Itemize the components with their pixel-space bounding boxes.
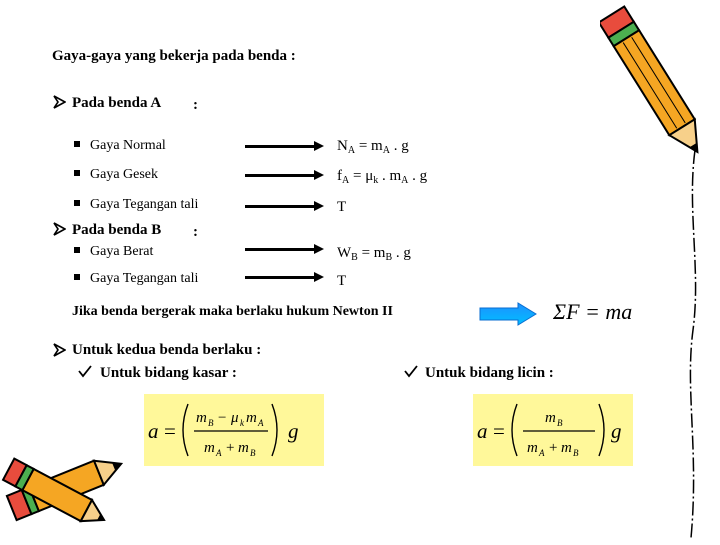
formula-tegangan-b: T	[337, 273, 347, 289]
check-icon	[78, 364, 92, 378]
list-item-gaya-tegangan-b	[74, 271, 198, 287]
formula-rough	[144, 394, 324, 466]
square-bullet-icon	[74, 141, 80, 147]
svg-text:A: A	[258, 418, 264, 428]
pencil-icon	[600, 2, 710, 167]
svg-text:B: B	[573, 448, 579, 458]
arrow-bullet-icon	[52, 95, 66, 109]
formula-gesek: $f_A = \mu_k$ . $m_A$ . g	[337, 168, 428, 186]
both-bullet	[52, 343, 66, 362]
svg-text:k: k	[240, 418, 244, 428]
arrow-icon	[245, 145, 315, 148]
svg-text:=: =	[493, 419, 505, 443]
section-a-colon: :	[193, 97, 198, 113]
svg-text:m: m	[527, 440, 538, 456]
square-bullet-icon	[74, 170, 80, 176]
svg-text:m: m	[196, 410, 207, 426]
arrow-bullet-icon	[52, 222, 66, 236]
row-label: Gaya Berat	[90, 244, 154, 259]
svg-text:A: A	[539, 448, 545, 458]
section-b-heading: Pada benda B	[72, 222, 162, 238]
svg-text:m: m	[204, 440, 215, 456]
square-bullet-icon	[74, 247, 80, 253]
smooth-heading: Untuk bidang licin :	[425, 365, 554, 381]
pencil-top-right	[600, 2, 710, 172]
row-label: Gaya Tegangan tali	[90, 271, 199, 286]
section-a-heading: Pada benda A	[72, 95, 162, 111]
square-bullet-icon	[74, 200, 80, 206]
svg-text:−: −	[218, 410, 227, 426]
svg-text:a: a	[148, 419, 159, 443]
list-item-gaya-tegangan-a	[74, 197, 198, 213]
list-item-gaya-berat	[74, 244, 153, 260]
section-b-colon: :	[193, 224, 198, 240]
row-label: Gaya Normal	[90, 138, 166, 153]
svg-text:g: g	[288, 419, 299, 443]
list-item-gaya-gesek	[74, 167, 158, 183]
svg-text:m: m	[246, 410, 257, 426]
section-b-bullet	[52, 222, 66, 241]
pencil-icon	[0, 432, 140, 538]
formula-smooth	[473, 394, 633, 466]
check-smooth	[404, 364, 418, 383]
arrow-icon	[245, 205, 315, 208]
both-heading: Untuk kedua benda berlaku :	[72, 342, 262, 358]
svg-text:μ: μ	[231, 410, 239, 426]
formula-tegangan-a: T	[337, 199, 347, 215]
svg-text:B: B	[557, 418, 563, 428]
pencils-bottom-left	[0, 432, 140, 543]
arrow-icon	[245, 174, 315, 177]
newton-text: Jika benda bergerak maka berlaku hukum Newton II	[72, 304, 393, 319]
row-label: Gaya Tegangan tali	[90, 197, 199, 212]
list-item-gaya-normal	[74, 138, 166, 154]
arrow-icon	[245, 248, 315, 251]
arrow-icon	[245, 276, 315, 279]
formula-berat: $W_B = m_B$ . g	[337, 245, 411, 263]
svg-text:+: +	[549, 440, 558, 456]
rough-heading: Untuk bidang kasar :	[100, 365, 237, 381]
section-a-bullet	[52, 95, 66, 114]
svg-text:g: g	[611, 419, 622, 443]
check-icon	[404, 364, 418, 378]
svg-text:=: =	[164, 419, 176, 443]
svg-text:m: m	[561, 440, 572, 456]
formula-normal: $N_A = m_A$ . g	[337, 138, 409, 156]
svg-text:+: +	[226, 440, 235, 456]
row-label: Gaya Gesek	[90, 167, 159, 182]
page-title: Gaya-gaya yang bekerja pada benda :	[52, 48, 296, 64]
decorative-line	[685, 150, 705, 545]
arrow-bullet-icon	[52, 343, 66, 357]
newton-arrow	[478, 302, 538, 331]
check-rough	[78, 364, 92, 383]
svg-text:B: B	[208, 418, 214, 428]
svg-text:A: A	[216, 448, 222, 458]
svg-text:a: a	[477, 419, 488, 443]
square-bullet-icon	[74, 274, 80, 280]
arrow-right-icon	[478, 302, 538, 326]
newton-formula: ΣF = ma	[553, 299, 633, 324]
svg-text:m: m	[238, 440, 249, 456]
svg-text:B: B	[250, 448, 256, 458]
svg-text:m: m	[545, 410, 556, 426]
